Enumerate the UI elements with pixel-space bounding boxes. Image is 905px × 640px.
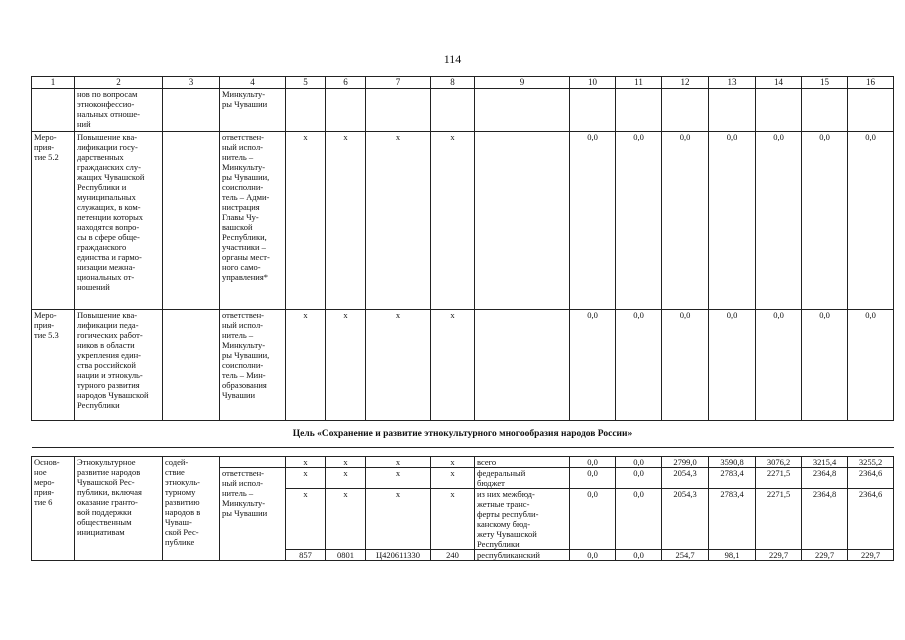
header-cell: 13 [709, 77, 756, 89]
header-cell: 10 [570, 77, 616, 89]
cell-value: 2783,4 [709, 489, 756, 550]
cell-value: 0,0 [848, 132, 894, 310]
table-row-measure-5-3 [32, 310, 894, 421]
cell-code: x [366, 489, 431, 550]
cell-value: 0,0 [616, 550, 662, 561]
funding-source: республиканский [475, 550, 570, 561]
header-cell: 9 [475, 77, 570, 89]
cell-value: 0,0 [709, 132, 756, 310]
header-cell: 15 [802, 77, 848, 89]
cell-value: 229,7 [848, 550, 894, 561]
cell-code: x [286, 489, 326, 550]
table-row-continuation [32, 89, 894, 132]
cell-value: 0,0 [662, 310, 709, 421]
cell-value: 0,0 [570, 310, 616, 421]
cell-value: 2364,6 [848, 468, 894, 489]
cell-value: 98,1 [709, 550, 756, 561]
executor: ответствен- ный испол- нитель – Минкульту- ры Чувашии, соисполни- тель – Адми- нистрация Главы Чу- вашской Республики, участники – органы мест- ного само- управления* [220, 132, 286, 310]
cell-value: 2364,6 [848, 489, 894, 550]
cell-code: x [431, 310, 475, 421]
cell-value: 0,0 [709, 310, 756, 421]
cell-value: 0,0 [570, 132, 616, 310]
header-cell: 3 [163, 77, 220, 89]
cell-value: 2364,8 [802, 468, 848, 489]
cell-value: 2271,5 [756, 489, 802, 550]
cell-value: 0,0 [570, 468, 616, 489]
measure-goal: содей- ствие этнокуль- турному развитию народов в Чуваш- ской Рес- публике [163, 457, 220, 561]
measure-name: Повышение ква- лификации педа- гогических работ- ников в области укрепления един- ства российской нации и этнокуль- турного развития народов Чувашской Республики [75, 310, 163, 421]
measure-label: Меро- прия- тие 5.2 [32, 132, 75, 310]
cell-value: 3215,4 [802, 457, 848, 468]
header-cell: 16 [848, 77, 894, 89]
measure-label: Основ- ное меро- прия- тие 6 [32, 457, 75, 561]
cell-code: x [326, 132, 366, 310]
cell-code: x [366, 468, 431, 489]
cell-code: Ц420611330 [366, 550, 431, 561]
cell-code: 857 [286, 550, 326, 561]
cell-value: 0,0 [802, 132, 848, 310]
cell-value: 2364,8 [802, 489, 848, 550]
cell-value: 0,0 [570, 457, 616, 468]
cell-value: 0,0 [616, 489, 662, 550]
header-cell: 1 [32, 77, 75, 89]
cell-code: x [326, 457, 366, 468]
cell-value: 3076,2 [756, 457, 802, 468]
cell-value: 0,0 [756, 310, 802, 421]
header-cell: 11 [616, 77, 662, 89]
cell-code: x [431, 468, 475, 489]
cell-value: 3590,8 [709, 457, 756, 468]
cell-value: 0,0 [802, 310, 848, 421]
page-number: 114 [443, 52, 462, 66]
cell-code: x [366, 132, 431, 310]
cell-code: x [366, 457, 431, 468]
funding-source: из них межбюд- жетные транс- ферты республи- канскому бюд- жету Чувашской Республики [475, 489, 570, 550]
funding-source: федеральный бюджет [475, 468, 570, 489]
header-cell: 8 [431, 77, 475, 89]
goal-row [32, 421, 894, 448]
header-row [32, 77, 894, 89]
cell-code: x [431, 489, 475, 550]
cell-code: 240 [431, 550, 475, 561]
cell-value: 2054,3 [662, 468, 709, 489]
cell-text: Минкульту- ры Чувашии [220, 89, 286, 132]
header-cell: 5 [286, 77, 326, 89]
cell-code: x [326, 310, 366, 421]
executor: ответствен- ный испол- нитель – Минкульту- ры Чувашии, соисполни- тель – Мин- образования Чувашии [220, 310, 286, 421]
header-cell: 2 [75, 77, 163, 89]
cell-value: 0,0 [616, 457, 662, 468]
header-cell: 4 [220, 77, 286, 89]
cell-code: x [286, 310, 326, 421]
cell-value: 0,0 [570, 550, 616, 561]
header-cell: 12 [662, 77, 709, 89]
cell-code: x [431, 457, 475, 468]
cell-value: 254,7 [662, 550, 709, 561]
cell-text: нов по вопросам этноконфессио- нальных отноше- ний [75, 89, 163, 132]
cell-value: 0,0 [662, 132, 709, 310]
cell-code: x [326, 489, 366, 550]
funding-source: всего [475, 457, 570, 468]
header-cell: 6 [326, 77, 366, 89]
cell-value: 0,0 [616, 468, 662, 489]
executor: ответствен- ный испол- нитель – Минкульту- ры Чувашии [220, 468, 286, 561]
cell-code: 0801 [326, 550, 366, 561]
cell-value: 229,7 [756, 550, 802, 561]
cell-code: x [286, 457, 326, 468]
header-cell: 14 [756, 77, 802, 89]
cell-code: x [286, 468, 326, 489]
cell-value: 2783,4 [709, 468, 756, 489]
measure-name: Повышение ква- лификации госу- дарственных гражданских слу- жащих Чувашской Республики и муниципальных служащих, в ком- петенции которых находятся вопро- сы в сфере обще- гражданского единства и гармо- низации межна- циональных от- ношений [75, 132, 163, 310]
goal-heading: Цель «Сохранение и развитие этнокультурного многообразия народов России» [32, 421, 894, 448]
cell-code: x [431, 132, 475, 310]
table-row-measure-5-2 [32, 132, 894, 310]
cell-value: 2271,5 [756, 468, 802, 489]
cell-value: 3255,2 [848, 457, 894, 468]
cell-value: 0,0 [570, 489, 616, 550]
cell-code: x [286, 132, 326, 310]
table-row-measure-6-total [32, 457, 894, 468]
cell-value: 229,7 [802, 550, 848, 561]
header-cell: 7 [366, 77, 431, 89]
cell-value: 0,0 [848, 310, 894, 421]
measure-name: Этнокультурное развитие народов Чувашской Рес- публики, включая оказание гранто- вой поддержки общественным инициативам [75, 457, 163, 561]
cell-value: 2054,3 [662, 489, 709, 550]
measure-label: Меро- прия- тие 5.3 [32, 310, 75, 421]
cell-value: 0,0 [616, 132, 662, 310]
cell-code: x [326, 468, 366, 489]
cell-value: 0,0 [616, 310, 662, 421]
cell-value: 0,0 [756, 132, 802, 310]
budget-table [31, 76, 894, 561]
cell-value: 2799,0 [662, 457, 709, 468]
cell-code: x [366, 310, 431, 421]
